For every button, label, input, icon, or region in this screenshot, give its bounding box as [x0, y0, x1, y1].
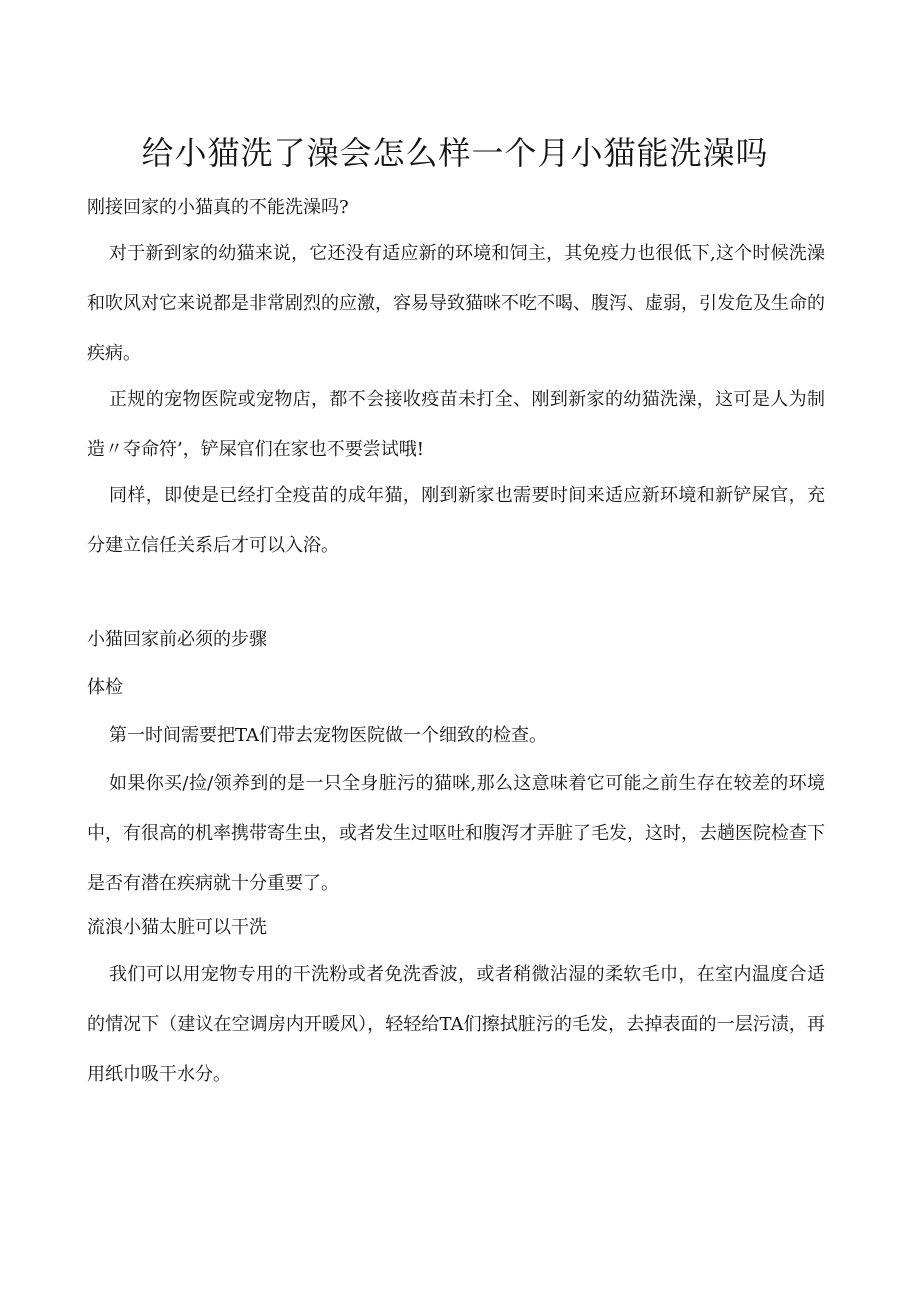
paragraph-dry-clean: 我们可以用宠物专用的干洗粉或者免洗香波，或者稍微沾湿的柔软毛巾，在室内温度合适的情况下（建议在空调房内开暖风），轻轻给TA们擦拭脏污的毛发，去掉表面的一层污渍，再用纸巾吸干水分。 [87, 964, 825, 1085]
subheading-dry-clean: 流浪小猫太脏可以干洗 [87, 917, 267, 938]
paragraph-pet-hospital: 正规的宠物医院或宠物店，都不会接收疫苗未打全、刚到新家的幼猫洗澡，这可是人为制造〃夺命符’，铲屎官们在家也不要尝试哦! [87, 389, 825, 460]
paragraph-vet-visit: 第一时间需要把TA们带去宠物医院做一个细致的检查。 [109, 725, 548, 746]
page-title: 给小猫洗了澡会怎么样一个月小猫能洗澡吗 [141, 134, 769, 172]
paragraph-dirty-cat: 如果你买/捡/领养到的是一只全身脏污的猫咪,那么这意味着它可能之前生存在较差的环境中，有很高的机率携带寄生虫，或者发生过呕吐和腹泻才弄脏了毛发，这时，去趟医院检查下是否有潜在疾病就十分重要了。 [87, 773, 825, 894]
section-heading: 小猫回家前必须的步骤 [87, 629, 267, 650]
paragraph-new-kitten: 对于新到家的幼猫来说，它还没有适应新的环境和饲主，其免疫力也很低下,这个时候洗澡和吹风对它来说都是非常剧烈的应激，容易导致猫咪不吃不喝、腹泻、虚弱，引发危及生命的疾病。 [87, 243, 825, 364]
paragraph-adult-cat: 同样，即使是已经打全疫苗的成年猫，刚到新家也需要时间来适应新环境和新铲屎官，充分建立信任关系后才可以入浴。 [87, 485, 825, 556]
subheading-checkup: 体检 [87, 677, 123, 698]
question-line: 刚接回家的小猫真的不能洗澡吗? [87, 197, 349, 218]
